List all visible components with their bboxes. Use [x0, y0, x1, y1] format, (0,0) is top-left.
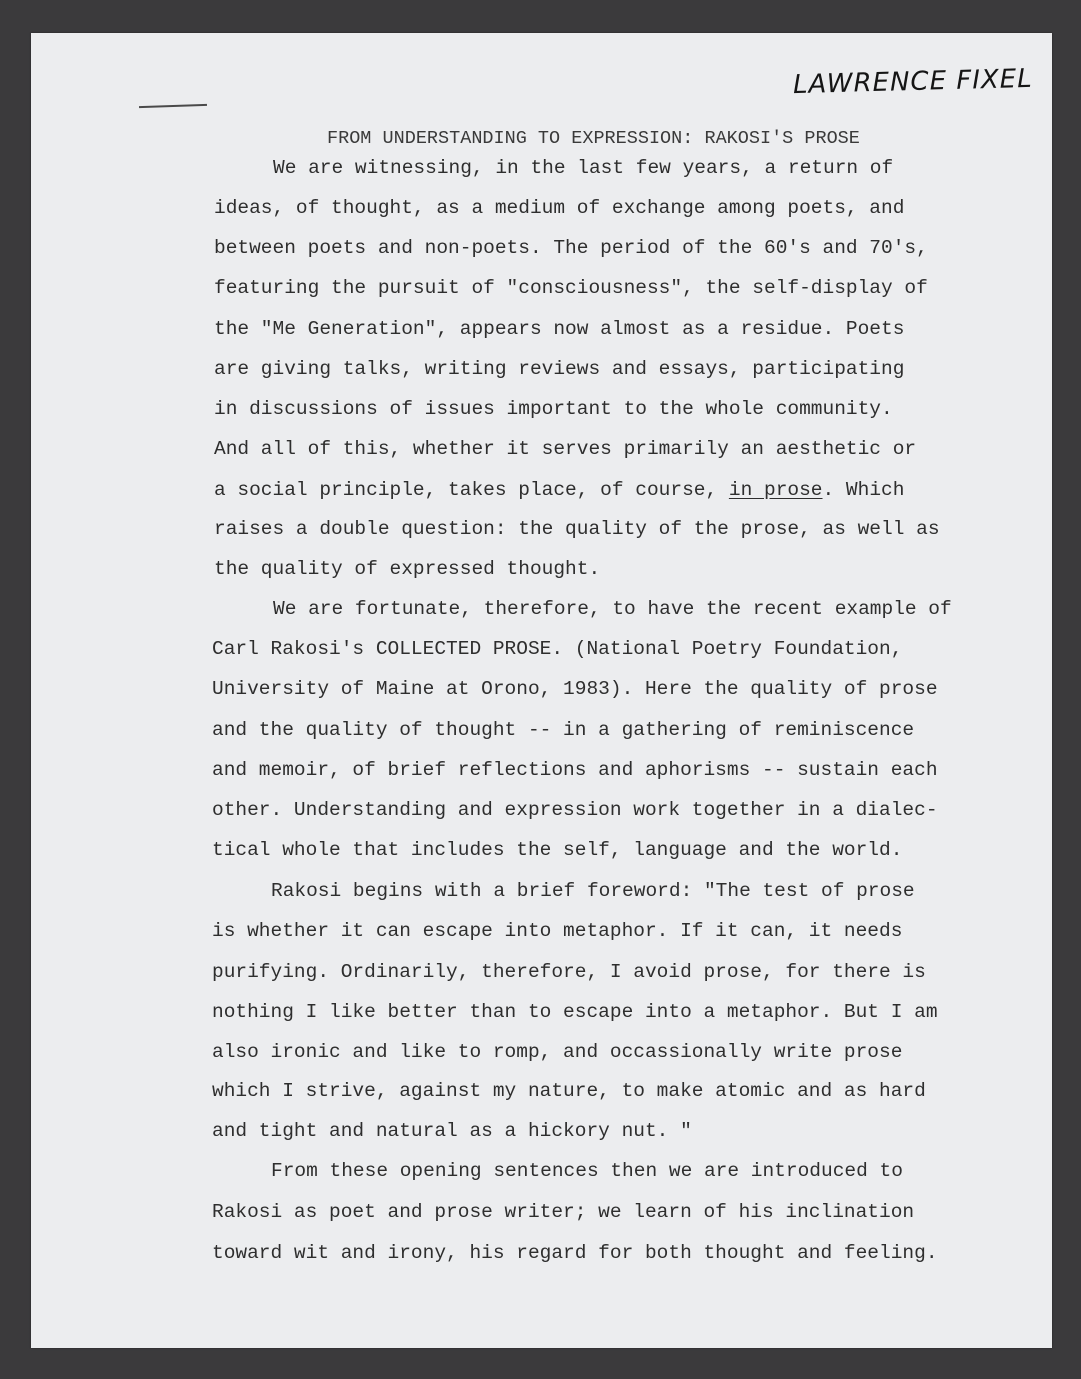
- pen-mark: [139, 104, 207, 108]
- text-line: [214, 478, 904, 502]
- text-line: also ironic and like to romp, and occassionally write prose: [212, 1041, 903, 1063]
- text-line: raises a double question: the quality of the prose, as well as: [214, 518, 940, 540]
- text-line: tical whole that includes the self, language and the world.: [212, 839, 903, 861]
- text-line: Rakosi as poet and prose writer; we learn of his inclination: [212, 1201, 915, 1223]
- text-line: in discussions of issues important to the whole community.: [214, 398, 893, 420]
- text-line: purifying. Ordinarily, therefore, I avoid prose, for there is: [212, 961, 926, 983]
- text-line: toward wit and irony, his regard for both thought and feeling.: [212, 1242, 938, 1264]
- text-line: ideas, of thought, as a medium of exchange among poets, and: [214, 197, 905, 219]
- text-line: the "Me Generation", appears now almost as a residue. Poets: [214, 318, 905, 340]
- text-line: between poets and non-poets. The period of the 60's and 70's,: [214, 237, 928, 259]
- underlined-phrase: in prose: [728, 479, 823, 501]
- text-line: We are fortunate, therefore, to have the recent example of: [273, 598, 952, 620]
- text-line: and tight and natural as a hickory nut. ": [212, 1120, 692, 1142]
- text-line: Carl Rakosi's COLLECTED PROSE. (National Poetry Foundation,: [212, 638, 903, 660]
- text-segment: . Which: [822, 479, 905, 501]
- author-annotation: LAWRENCE FIXEL: [792, 63, 1034, 101]
- text-line: University of Maine at Orono, 1983). Here the quality of prose: [212, 678, 938, 700]
- text-line: is whether it can escape into metaphor. If it can, it needs: [212, 920, 903, 942]
- text-line: featuring the pursuit of "consciousness", the self-display of: [214, 277, 928, 299]
- text-line: and the quality of thought -- in a gathering of reminiscence: [212, 719, 915, 741]
- text-line: From these opening sentences then we are introduced to: [271, 1160, 903, 1182]
- text-line: And all of this, whether it serves primarily an aesthetic or: [214, 438, 917, 460]
- text-line: Rakosi begins with a brief foreword: "The test of prose: [271, 880, 915, 902]
- text-line: which I strive, against my nature, to make atomic and as hard: [212, 1080, 926, 1102]
- text-line: nothing I like better than to escape into a metaphor. But I am: [212, 1001, 938, 1023]
- text-line: are giving talks, writing reviews and essays, participating: [214, 358, 905, 380]
- text-line: and memoir, of brief reflections and aphorisms -- sustain each: [212, 759, 938, 781]
- document-title: FROM UNDERSTANDING TO EXPRESSION: RAKOSI'S PROSE: [327, 128, 860, 149]
- text-line: the quality of expressed thought.: [214, 558, 601, 580]
- text-segment: a social principle, takes place, of course,: [214, 479, 729, 501]
- typescript-page: [31, 33, 1052, 1348]
- text-line: We are witnessing, in the last few years, a return of: [273, 157, 894, 179]
- text-line: other. Understanding and expression work together in a dialec-: [212, 799, 938, 821]
